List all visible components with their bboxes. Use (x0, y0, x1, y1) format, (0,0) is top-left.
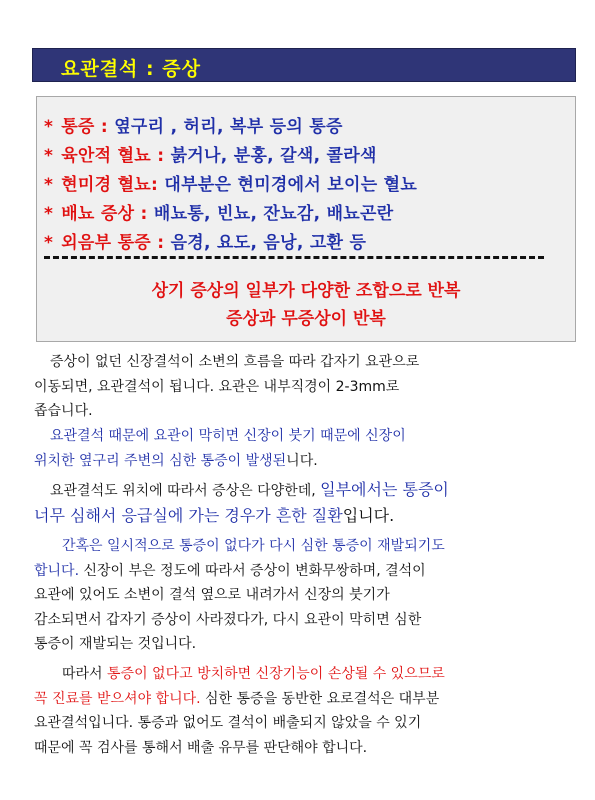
text-line: 때문에 꼭 검사를 통해서 배출 유무를 판단해야 합니다. (34, 739, 368, 756)
paragraph-3 (34, 478, 574, 529)
symptom-label: 외음부 통증 : (61, 233, 165, 253)
highlight-blue: 간혹은 일시적으로 통증이 없다가 다시 심한 통증이 재발되기도 (62, 538, 445, 554)
text-line: 감소되면서 갑자기 증상이 사라졌다가, 다시 요관이 막히면 심한 (34, 611, 422, 628)
highlight-blue: 너무 심해서 응급실에 가는 경우가 흔한 질환 (34, 505, 343, 525)
dashed-divider (44, 256, 544, 259)
summary-line-2: 증상과 무증상이 반복 (226, 309, 386, 329)
paragraph-2 (34, 424, 574, 473)
symptom-item-microscopic-hematuria (44, 170, 417, 195)
text-segment: 따라서 (62, 666, 108, 682)
text-line (34, 424, 574, 449)
text-line (34, 559, 574, 584)
asterisk-icon: * (44, 233, 54, 253)
symptom-text: 대부분은 현미경에서 보이는 혈뇨 (164, 175, 418, 195)
highlight-blue: 위치한 옆구리 주변의 심한 통증이 발생된 (34, 452, 287, 469)
highlight-blue: 합니다. (34, 562, 80, 579)
symptom-item-urination (44, 199, 393, 224)
symptom-label: 배뇨 증상 : (61, 204, 148, 224)
text-tail: 니다. (286, 452, 318, 469)
symptom-label: 육안적 혈뇨 : (61, 146, 165, 166)
highlight-blue: 일부에서는 통증이 (320, 480, 449, 499)
text-line (34, 534, 574, 559)
text-segment: 신장이 부은 정도에 따라서 증상이 변화무쌍하며, 결석이 (79, 562, 426, 579)
asterisk-icon: * (44, 117, 54, 137)
paragraph-5 (34, 662, 574, 760)
asterisk-icon: * (44, 175, 54, 195)
highlight-blue: 요관결석 때문에 요관이 막히면 신장이 붓기 때문에 신장이 (50, 428, 406, 444)
text-line: 요관결석입니다. 통증과 없어도 결석이 배출되지 않았을 수 있기 (34, 715, 422, 731)
symptom-label: 통증 : (61, 117, 108, 137)
text-line: 좁습니다. (34, 403, 93, 419)
paragraph-1 (34, 350, 574, 424)
symptom-text: 붉거나, 분홍, 갈색, 콜라색 (170, 146, 377, 166)
symptom-text: 옆구리 , 허리, 복부 등의 통증 (114, 117, 343, 137)
symptom-item-gross-hematuria (44, 141, 377, 166)
asterisk-icon: * (44, 204, 54, 224)
symptom-item-genital-pain (44, 228, 366, 253)
symptom-label: 현미경 혈뇨: (61, 175, 159, 195)
text-line: 요관에 있어도 소변이 결석 옆으로 내려가서 신장의 붓기가 (34, 587, 390, 603)
symptom-item-pain (44, 112, 343, 137)
symptom-text: 음경, 요도, 음낭, 고환 등 (170, 233, 367, 253)
text-line: 통증이 재발되는 것입니다. (34, 636, 197, 652)
highlight-red: 꼭 진료를 받으셔야 합니다. (34, 690, 201, 707)
text-tail: 입니다. (342, 505, 395, 525)
paragraph-4 (34, 534, 574, 657)
text-line: 이동되면, 요관결석이 됩니다. 요관은 내부직경이 2-3mm로 (34, 378, 400, 395)
summary-line-1: 상기 증상의 일부가 다양한 조합으로 반복 (151, 281, 461, 301)
text-line (34, 662, 574, 687)
symptom-text: 배뇨통, 빈뇨, 잔뇨감, 배뇨곤란 (153, 204, 394, 224)
text-line (34, 504, 574, 530)
highlight-red: 통증이 없다고 방치하면 신장기능이 손상될 수 있으므로 (107, 666, 445, 682)
text-line (34, 449, 574, 474)
text-line (34, 478, 574, 504)
text-segment: 심한 통증을 동반한 요로결석은 대부분 (200, 690, 440, 707)
text-line: 증상이 없던 신장결석이 소변의 흐름을 따라 갑자기 요관으로 (50, 354, 420, 370)
text-segment: 요관결석도 위치에 따라서 증상은 다양한데, (50, 483, 321, 499)
section-title: 요관결석 : 증상 (61, 58, 201, 80)
asterisk-icon: * (44, 146, 54, 166)
text-line (34, 687, 574, 712)
